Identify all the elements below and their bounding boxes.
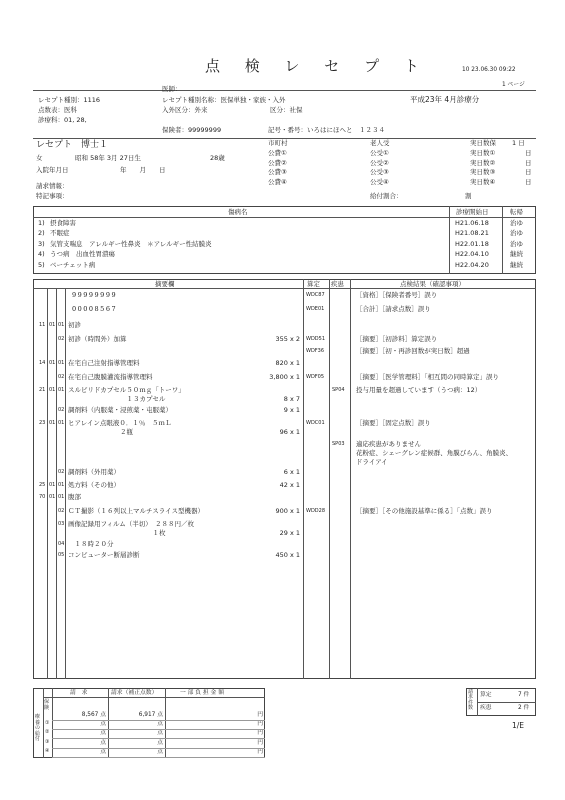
detail-header-disease: 疾患	[331, 280, 344, 288]
item-description: 在宅自己注射指導管理料	[68, 359, 140, 367]
disease-start-date: H21.06.18	[455, 219, 489, 227]
totals-burden: 円	[257, 721, 263, 728]
check-result: ［摘要］［初・再診回数が実日数］超過	[356, 347, 470, 355]
item-number: 02	[58, 469, 65, 475]
disease-count-value: 2 件	[518, 705, 530, 711]
totals-row-label: ②	[45, 729, 50, 736]
disease-code: SP04	[332, 387, 345, 393]
totals-burden: 円	[257, 730, 263, 737]
item-description: 腹部	[68, 493, 81, 501]
page-footer: 1/E	[512, 721, 525, 730]
disease-header-start: 診療開始日	[456, 208, 489, 216]
item-number: 02	[58, 336, 65, 342]
check-result: ［摘要］［医学管理料］「相互間の同時算定」誤り	[356, 373, 499, 381]
disease-header-name: 傷病名	[228, 208, 248, 216]
item-description: １枚	[68, 529, 166, 537]
section-code: 70	[39, 494, 46, 500]
check-result: ［摘要］［その他施設基準に係る］「点数」誤り	[356, 507, 493, 515]
disease-name: 不眠症	[50, 229, 70, 238]
count-label: 請求件数	[468, 689, 474, 711]
check-result: 花粉症、シェーグレン症候群、角膜びらん、角膜炎、	[356, 449, 513, 457]
check-code: WDD28	[306, 508, 326, 514]
divider	[52, 748, 265, 749]
totals-claim: 点	[100, 721, 106, 728]
divider	[33, 90, 536, 91]
disease-number: 2)	[38, 229, 45, 238]
municipality: 市町村	[268, 139, 288, 147]
department: 診療科：01, 28,	[38, 116, 87, 124]
elderly: 老人受	[370, 139, 390, 147]
totals-burden: 円	[257, 748, 263, 755]
item-number: 02	[58, 508, 65, 514]
item-quantity: 450 x 1	[275, 551, 300, 559]
divider	[350, 279, 351, 679]
patient-age: 28歳	[210, 154, 225, 162]
benefit-ratio: 給付割合：	[370, 192, 403, 200]
patient-birth: 昭和 58年 3月 27日生	[75, 154, 141, 162]
detail-header-calc: 算定	[307, 280, 320, 288]
totals-claim-points: 点	[157, 748, 163, 755]
billing-info: 請求情報：	[36, 182, 69, 190]
section-code: 25	[39, 482, 46, 488]
public-receiver-label: 公受④	[370, 177, 389, 186]
public-days-label: 実日数③	[470, 168, 496, 176]
disease-name: うつ病 出血性胃潰瘍	[50, 250, 115, 259]
check-result: 適応疾患がありません	[356, 440, 421, 448]
totals-claim-points: 点	[157, 721, 163, 728]
public-days-value: 日	[525, 168, 532, 176]
item-description: ヒアレイン点眼液０．１％ ５ｍＬ	[68, 419, 172, 427]
calc-count-value: 7 件	[518, 692, 530, 698]
item-number: 02	[58, 374, 65, 380]
public-receiver-label: 公受②	[370, 158, 389, 167]
totals-claim: 点	[100, 748, 106, 755]
public-days-value: 日	[525, 149, 532, 157]
disease-header-outcome: 転帰	[510, 208, 523, 216]
divider	[47, 288, 48, 679]
id-number: 99999999	[72, 291, 118, 299]
public-receiver-label: 公受③	[370, 168, 389, 176]
public-days-value: 日	[525, 177, 532, 186]
admission-date-label: 入院年月日	[36, 166, 69, 174]
section-code: 14	[39, 360, 46, 366]
disease-name: 摂食障害	[50, 219, 76, 227]
section-code: 21	[39, 387, 46, 393]
section-code: 11	[39, 322, 46, 328]
item-description: 初診（時間外）加算	[68, 335, 127, 343]
symbol-number: 記号・番号：いろはにほへと １２３４	[268, 126, 385, 134]
divider	[52, 720, 265, 721]
item-description: 調剤料（外用薬）	[68, 468, 120, 476]
disease-count-label: 疾患	[480, 705, 492, 711]
calc-count-label: 算定	[480, 692, 492, 698]
item-number: 01	[58, 322, 65, 328]
divider	[303, 279, 304, 679]
disease-outcome: 継続	[510, 260, 523, 269]
disease-start-date: H21.08.21	[455, 229, 489, 238]
item-description: 処方料（その他）	[68, 481, 120, 489]
totals-row-label: ④	[45, 747, 50, 754]
totals-burden: 円	[257, 712, 263, 718]
item-description: ＣＴ撮影（１６列以上マルチスライス型機器）	[68, 507, 204, 515]
totals-header-claim: 請 求	[70, 690, 88, 696]
item-quantity: 42 x 1	[279, 481, 300, 489]
totals-header-burden: 一 部 負 担 金 額	[180, 690, 224, 696]
actual-days-label: 実日数保	[470, 139, 496, 147]
disease-number: 1)	[38, 219, 45, 227]
patient-sex: 女	[36, 154, 43, 162]
exam-month: 平成23年 4月診療分	[410, 95, 480, 104]
item-description: コンピューター断層診断	[68, 551, 140, 559]
inout-category: 入外区分：外来	[162, 106, 208, 114]
points-table: 点数表：医科	[38, 106, 77, 114]
divider	[52, 757, 265, 758]
totals-claim: 8,567 点	[81, 712, 106, 718]
doctor-label: 医師：	[162, 85, 182, 93]
detail-header-summary: 摘要欄	[155, 280, 175, 288]
actual-days-value: 1 日	[512, 139, 525, 147]
disease-number: 5)	[38, 260, 45, 269]
item-number: 02	[58, 407, 65, 413]
timestamp: 10 23.06.30 09:22	[462, 67, 516, 73]
disease-outcome: 治ゆ	[510, 219, 523, 227]
totals-insurance-label: 保険	[44, 699, 50, 711]
divider	[52, 729, 265, 730]
disease-outcome: 継続	[510, 250, 523, 259]
item-description: １３カプセル	[68, 395, 166, 403]
section-code: 23	[39, 420, 46, 426]
check-code: WDD51	[306, 336, 326, 342]
insurance-category: 区分：社保	[270, 106, 303, 114]
check-code: WDF05	[306, 374, 325, 380]
public-days-label: 実日数②	[470, 158, 496, 167]
divider	[33, 217, 536, 218]
disease-start-date: H22.04.20	[455, 260, 489, 269]
totals-burden: 円	[257, 739, 263, 746]
divider	[65, 288, 66, 679]
item-number: 01	[58, 494, 65, 500]
item-quantity: 6 x 1	[283, 468, 300, 476]
totals-row-label: ③	[45, 738, 50, 745]
page-title: 点 検 レ セ プ ト	[205, 57, 429, 75]
benefit-unit: 割	[465, 192, 472, 200]
check-result: ［摘要］［初診料］算定誤り	[356, 335, 438, 343]
public-days-label: 実日数①	[470, 149, 496, 157]
disease-code: SP03	[332, 441, 345, 447]
special-notes: 特記事項：	[36, 192, 69, 200]
item-quantity: 29 x 1	[279, 529, 300, 537]
totals-claim-points: 点	[157, 730, 163, 737]
check-result: 投与用量を超過しています（うつ病：12）	[356, 386, 482, 394]
check-result: ［合計］［請求点数］誤り	[356, 305, 431, 313]
item-number: 01	[58, 360, 65, 366]
subsection-code: 01	[49, 322, 56, 328]
check-result: ［摘要］［固定点数］誤り	[356, 419, 431, 427]
totals-claim-points: 点	[157, 739, 163, 746]
public-expense-label: 公費①	[268, 149, 287, 157]
item-description: スルピリドカプセル５０ｍｇ「トーワ」	[68, 386, 185, 394]
insurer-number: 保険者：99999999	[162, 126, 222, 134]
divider	[449, 206, 450, 274]
totals-row-label: ①	[45, 720, 50, 727]
check-result: ドライアイ	[356, 458, 388, 466]
item-quantity: 96 x 1	[279, 428, 300, 436]
disease-number: 3)	[38, 239, 45, 248]
subsection-code: 01	[49, 482, 56, 488]
admission-date: 年 月 日	[120, 166, 166, 174]
divider	[477, 702, 536, 703]
item-description: 在宅自己腹膜灌流指導管理料	[68, 373, 153, 381]
check-result: ［資格］［保険者番号］誤り	[356, 291, 438, 299]
public-receiver-label: 公受①	[370, 149, 389, 157]
divider	[502, 206, 503, 274]
totals-side-label: 療養の給付	[35, 714, 41, 742]
totals-header-claim-points: 請求（補正点数）	[111, 690, 158, 696]
divider	[329, 279, 330, 679]
public-expense-label: 公費②	[268, 158, 287, 167]
item-description: 画像記録用フィルム（半切） ２８８円／枚	[68, 520, 194, 528]
check-code: WDE01	[306, 306, 325, 312]
page-number: 1 ページ	[502, 82, 525, 88]
divider	[52, 738, 265, 739]
disease-start-date: H22.04.10	[455, 250, 489, 259]
public-expense-label: 公費③	[268, 168, 287, 176]
item-quantity: 3,800 x 1	[269, 373, 300, 381]
item-quantity: 8 x 7	[283, 395, 300, 403]
disease-name: ベーチェット病	[50, 260, 96, 269]
item-quantity: 820 x 1	[275, 359, 300, 367]
disease-number: 4)	[38, 250, 45, 259]
public-days-label: 実日数④	[470, 177, 496, 186]
totals-claim: 点	[100, 730, 106, 737]
item-description: 調剤料（内服薬・浸煎薬・屯服薬）	[68, 406, 172, 414]
item-description: 初診	[68, 321, 81, 329]
public-days-value: 日	[525, 158, 532, 167]
item-number: 01	[58, 420, 65, 426]
item-number: 01	[58, 387, 65, 393]
item-description: ２瓶	[68, 428, 133, 436]
subsection-code: 01	[49, 420, 56, 426]
public-expense-label: 公費④	[268, 177, 287, 186]
item-quantity: 900 x 1	[275, 507, 300, 515]
receipt-type-name: レセプト種別名称：医保単独・家族・入外	[162, 96, 286, 104]
receipt-type: レセプト種別：1116	[38, 96, 101, 104]
patient-name: レセプト 博士１	[36, 140, 109, 150]
subsection-code: 01	[49, 387, 56, 393]
subsection-code: 01	[49, 494, 56, 500]
item-quantity: 355 x 2	[275, 335, 300, 343]
totals-claim: 点	[100, 739, 106, 746]
disease-start-date: H22.01.18	[455, 239, 489, 248]
totals-claim-points: 6,917 点	[138, 712, 163, 718]
item-number: 04	[58, 541, 65, 547]
subsection-code: 01	[49, 360, 56, 366]
check-code: WDC87	[306, 292, 325, 298]
disease-name: 気管支喘息 アレルギー性鼻炎 ＊アレルギー性結膜炎	[50, 239, 212, 248]
disease-outcome: 治ゆ	[510, 239, 523, 248]
id-number: 00008567	[72, 305, 118, 313]
disease-outcome: 治ゆ	[510, 229, 523, 238]
item-description: １８時２０分	[68, 540, 114, 548]
item-number: 01	[58, 482, 65, 488]
check-code: WDC01	[306, 420, 325, 426]
divider	[56, 288, 57, 679]
check-code: WDF36	[306, 348, 325, 354]
divider	[43, 697, 265, 698]
detail-header-result: 点検結果（確認事項）	[400, 280, 465, 288]
item-number: 05	[58, 552, 65, 558]
item-quantity: 9 x 1	[283, 406, 300, 414]
item-number: 03	[58, 521, 65, 527]
